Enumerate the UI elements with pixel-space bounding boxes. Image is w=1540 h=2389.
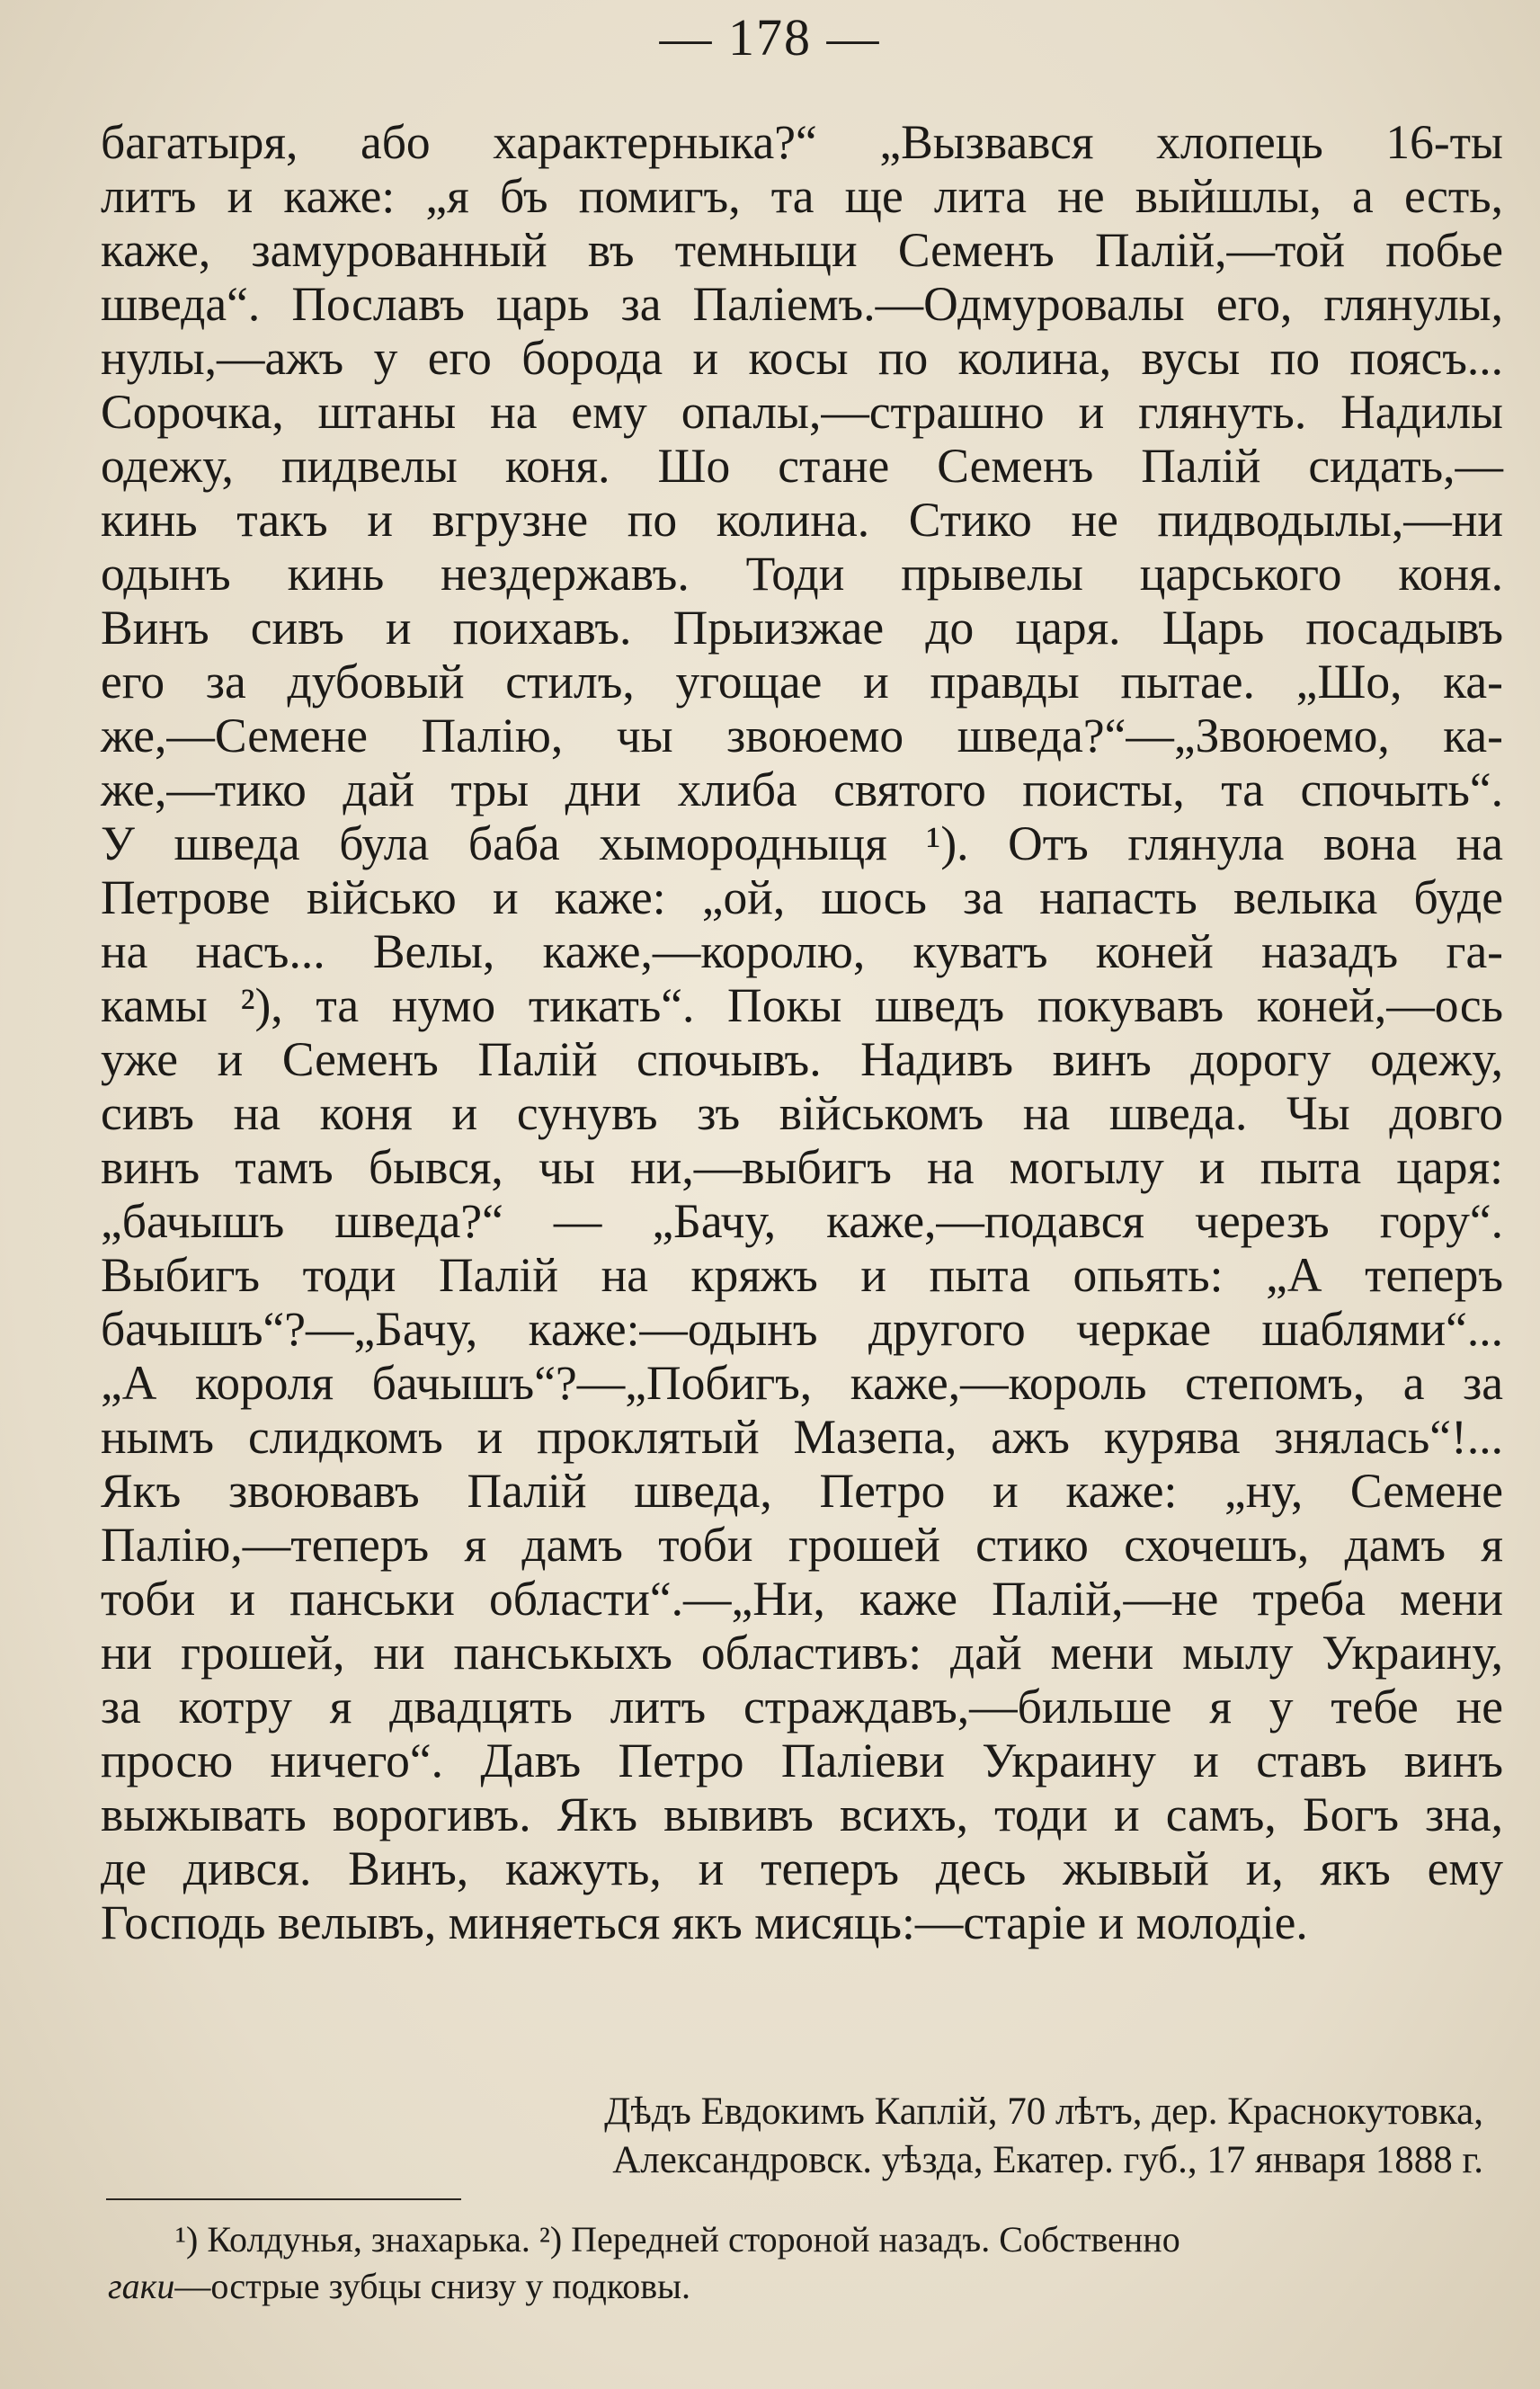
text-line: же,—Семене Палію, чы звоюемо шведа?“—„Звоюемо, ка-: [101, 709, 1503, 762]
text-line: литъ и каже: „я бъ помигъ, та ще лита не выйшлы, а есть,: [101, 169, 1503, 223]
text-line: уже и Семенъ Палій спочывъ. Надивъ винъ дорогу одежу,: [101, 1032, 1503, 1086]
text-line: его за дубовый стилъ, угощае и правды пытае. „Шо, ка-: [101, 655, 1503, 709]
footnote-divider: [106, 2198, 461, 2200]
text-line: за котру я двадцять литъ страждавъ,—бильше я у тебе не: [101, 1680, 1503, 1734]
text-line: кинь такъ и вгрузне по колина. Стико не пидводылы,—ни: [101, 493, 1503, 547]
footnote-term: гаки: [108, 2266, 175, 2306]
text-line: нулы,—ажъ у его борода и косы по колина, вусы по поясъ...: [101, 331, 1503, 385]
text-line: нымъ слидкомъ и проклятый Мазепа, ажъ курява знялась“!...: [101, 1410, 1503, 1464]
text-line: винъ тамъ бывся, чы ни,—выбигъ на могылу и пыта царя:: [101, 1140, 1503, 1194]
text-line: камы ²), та нумо тикать“. Покы шведъ покувавъ коней,—ось: [101, 978, 1503, 1032]
text-line: сивъ на коня и сунувъ зъ військомъ на шведа. Чы довго: [101, 1086, 1503, 1140]
text-line: ни грошей, ни панськыхъ областивъ: дай мени мылу Украину,: [101, 1626, 1503, 1680]
text-line: на насъ... Велы, каже,—королю, куватъ коней назадъ га-: [101, 924, 1503, 978]
attribution-line: Александровск. уѣзда, Екатер. губ., 17 января 1888 г.: [612, 2139, 1483, 2181]
footnote-definition: —острые зубцы снизу у подковы.: [174, 2266, 691, 2306]
page-number: — 178 —: [659, 8, 881, 67]
text-line: одынъ кинь нездержавъ. Тоди прывелы царського коня.: [101, 547, 1503, 601]
text-line: Выбигъ тоди Палій на кряжъ и пыта опьять: „А теперъ: [101, 1248, 1503, 1302]
text-line: Палію,—теперъ я дамъ тоби грошей стико схочешъ, дамъ я: [101, 1518, 1503, 1572]
text-line: У шведа була баба хымородныця ¹). Отъ глянула вона на: [101, 816, 1503, 870]
text-line: тоби и панськи области“.—„Ни, каже Палій,—не треба мени: [101, 1572, 1503, 1626]
footnotes: [108, 2216, 1497, 2310]
text-line: Петрове військо и каже: „ой, шось за напасть велыка буде: [101, 870, 1503, 924]
main-text-block: [101, 115, 1503, 1949]
text-line: Якъ звоювавъ Палій шведа, Петро и каже: „ну, Семене: [101, 1464, 1503, 1518]
text-line: Господь велывъ, миняеться якъ мисяць:—старіе и молодіе.: [101, 1895, 1308, 1949]
attribution: [396, 2088, 1483, 2185]
text-line: выжывать ворогивъ. Якъ вывивъ всихъ, тоди и самъ, Богъ зна,: [101, 1787, 1503, 1841]
text-line: просю ничего“. Давъ Петро Паліеви Украину и ставъ винъ: [101, 1734, 1503, 1787]
attribution-line: Дѣдъ Евдокимъ Каплій, 70 лѣтъ, дер. Краснокутовка,: [604, 2090, 1483, 2133]
text-line: же,—тико дай тры дни хлиба святого поисты, та спочыть“.: [101, 762, 1503, 816]
text-line: Сорочка, штаны на ему опалы,—страшно и глянуть. Надилы: [101, 385, 1503, 439]
text-line: „бачышъ шведа?“ — „Бачу, каже,—подався черезъ гору“.: [101, 1194, 1503, 1248]
text-line: бачышъ“?—„Бачу, каже:—одынъ другого черкае шаблями“...: [101, 1302, 1503, 1356]
text-line: багатыря, або характерныка?“ „Вызвався хлопець 16-ты: [101, 115, 1503, 169]
text-line: одежу, пидвелы коня. Шо стане Семенъ Палій сидать,—: [101, 439, 1503, 493]
text-line: де дився. Винъ, кажуть, и теперъ десь жывый и, якъ ему: [101, 1841, 1503, 1895]
text-line: Винъ сивъ и поихавъ. Прыизжае до царя. Царь посадывъ: [101, 601, 1503, 655]
text-line: шведа“. Пославъ царь за Паліемъ.—Одмуровалы его, глянулы,: [101, 277, 1503, 331]
text-line: „А короля бачышъ“?—„Побигъ, каже,—король степомъ, а за: [101, 1356, 1503, 1410]
footnote-line: [108, 2263, 1497, 2310]
text-line: каже, замурованный въ темныци Семенъ Палій,—той побье: [101, 223, 1503, 277]
footnote-line: ¹) Колдунья, знахарька. ²) Передней стороной назадъ. Собственно: [175, 2219, 1180, 2260]
